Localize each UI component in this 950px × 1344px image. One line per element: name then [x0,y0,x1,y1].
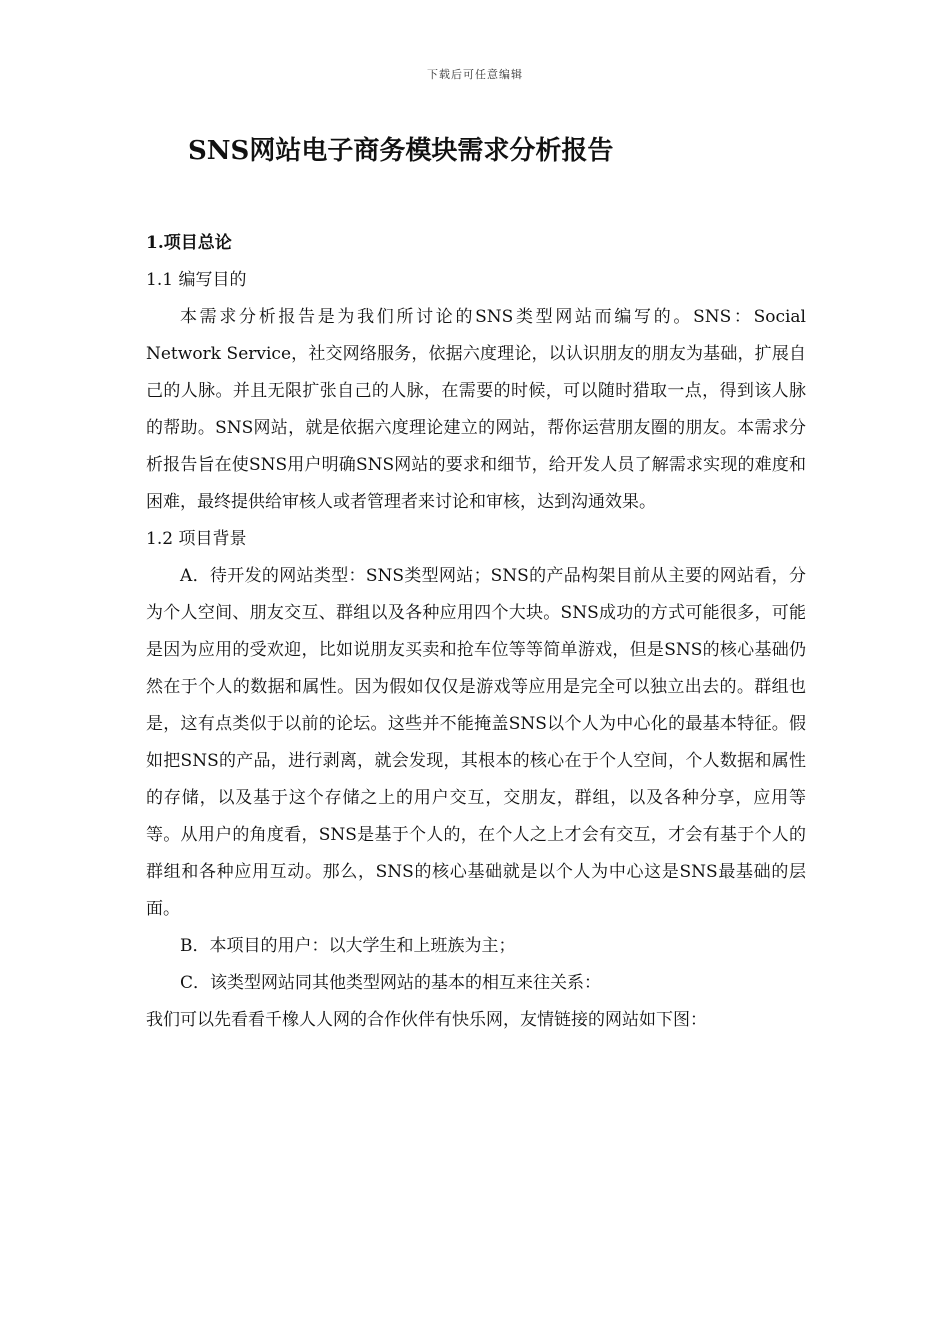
paragraph-partners: 我们可以先看看千橡人人网的合作伙伴有快乐网，友情链接的网站如下图： [146,1010,707,1030]
subsection-heading-purpose: 1.1 编写目的 [146,270,247,290]
document-title: SNS网站电子商务模块需求分析报告 [188,136,614,166]
paragraph-website-type: A．待开发的网站类型：SNS类型网站；SNS的产品构架目前从主要的网站看，分为个人空间、朋友交互、群组以及各种应用四个大块。SNS成功的方式可能很多，可能是因为应用的受欢迎，比如说朋友买卖和抢车位等等简单游戏，但是SNS的核心基础仍然在于个人的数据和属性。因为假如仅仅是游戏等应用是完全可以独立出去的。群组也是，这有点类似于以前的论坛。这些并不能掩盖SNS以个人为中心化的最基本特征。假如把SNS的产品，进行剥离，就会发现，其根本的核心在于个人空间，个人数据和属性的存储，以及基于这个存储之上的用户交互，交朋友，群组，以及各种分享，应用等等。从用户的角度看，SNS是基于个人的，在个人之上才会有交互，才会有基于个人的群组和各种应用互动。那么，SNS的核心基础就是以个人为中心这是SNS最基础的层面。 [146,566,806,919]
subsection-heading-background: 1.2 项目背景 [146,529,247,549]
paragraph-purpose: 本需求分析报告是为我们所讨论的SNS类型网站而编写的。SNS：Social Network Service，社交网络服务，依据六度理论，以认识朋友的朋友为基础，扩展自己的人脉。并且无限扩张自己的人脉，在需要的时候，可以随时猎取一点，得到该人脉的帮助。SNS网站，就是依据六度理论建立的网站，帮你运营朋友圈的朋友。本需求分析报告旨在使SNS用户明确SNS网站的要求和细节，给开发人员了解需求实现的难度和困难，最终提供给审核人或者管理者来讨论和审核，达到沟通效果。 [146,307,806,512]
header-note: 下载后可任意编辑 [427,68,523,81]
paragraph-relations: C．该类型网站同其他类型网站的基本的相互来往关系： [180,973,602,993]
paragraph-users: B．本项目的用户：以大学生和上班族为主； [180,936,516,956]
section-heading-project-overview: 1.项目总论 [146,233,232,253]
document-body [146,225,806,1039]
